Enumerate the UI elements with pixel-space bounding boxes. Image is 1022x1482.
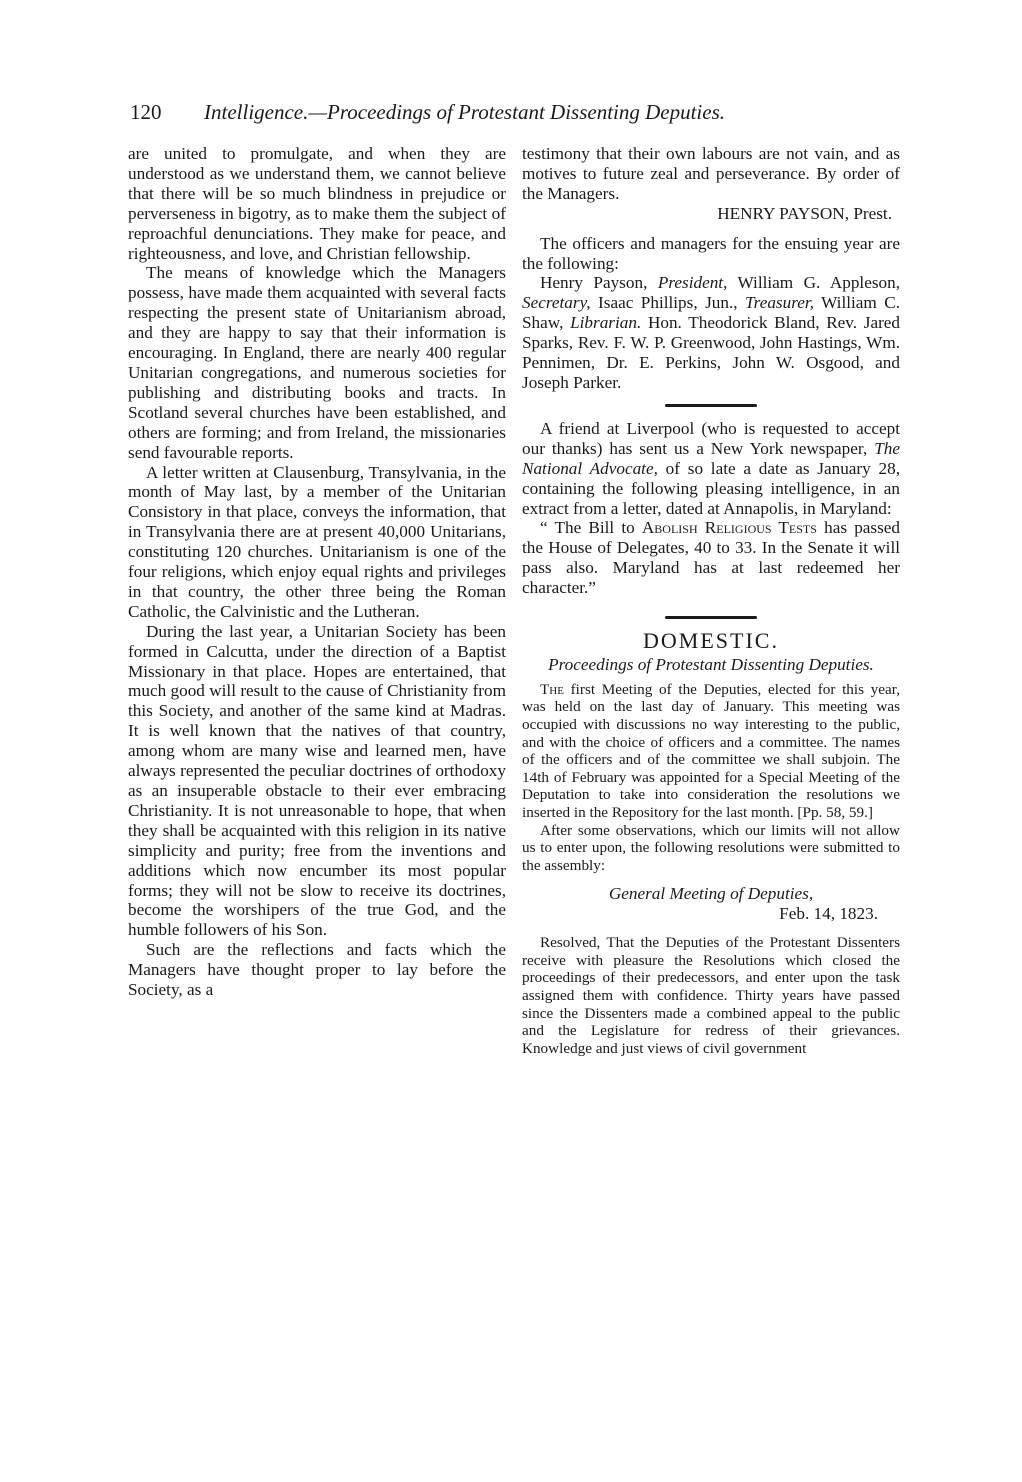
page-number: 120	[130, 100, 162, 124]
quote-text: “ The Bill to	[540, 518, 635, 538]
section-subheading: Proceedings of Protestant Dissenting Deputies.	[548, 654, 874, 674]
section-heading: DOMESTIC.	[643, 628, 779, 654]
signature: HENRY PAYSON, Prest.	[717, 203, 892, 223]
officer-role: Secretary,	[522, 293, 591, 313]
running-title: Intelligence.—Proceedings of Protestant Dissenting Deputies.	[204, 100, 726, 124]
bill-title: Abolish Religious Tests	[641, 518, 817, 538]
meeting-date: Feb. 14, 1823.	[779, 904, 878, 924]
officer-role: Librarian.	[570, 313, 642, 333]
deputies-text: first Meeting of the Deputies, elected for this year, was held on the last day of January. This meeting was occupied with discussions no way interesting to the public, and with the choice of officers and a committee. The names of the officers and of the committee we shall subjoin. The 14th of February was appointed for a Special Meeting of the Deputation to take into consideration the resolutions we inserted in the Repository for the last month. [Pp. 58, 59.]	[522, 680, 900, 821]
left-paragraph-3: A letter written at Clausenburg, Transylvania, in the month of May last, by a member of the Unitarian Consistory in that place, conveys the information, that in Transylvania there are at present 40,000 Unitarians, constituting 120 churches. Unitarianism is one of the four religions, which enjoy equal rights and privileges in that country, the other three being the Roman Catholic, the Calvinistic and the Lutheran.	[128, 462, 506, 621]
report-conclusion: testimony that their own labours are not vain, and as motives to future zeal and perseverance. By order of the Managers.	[522, 144, 900, 203]
after-paragraph: After some observations, which our limits will not allow us to enter upon, the following resolutions were submitted to the assembly:	[522, 821, 900, 874]
liverpool-paragraph	[522, 419, 900, 519]
left-paragraph-2: The means of knowledge which the Managers possess, have made them acquainted with several facts respecting the present state of Unitarianism abroad, and they are happy to say that their information is encouraging. In England, there are nearly 400 regular Unitarian congregations, and numerous societies for publishing and distributing books and tracts. In Scotland several churches have been established, and others are forming; and from Ireland, the missionaries send favourable reports.	[128, 263, 506, 462]
lead-word: The	[540, 680, 564, 698]
officers-intro: The officers and managers for the ensuing year are the following:	[522, 233, 900, 273]
liverpool-text: A friend at Liverpool (who is requested to accept our thanks) has sent us a New York newspaper,	[522, 418, 900, 458]
managers-list: Hon. Theodorick Bland, Rev. Jared Sparks, Rev. F. W. P. Greenwood, John Hastings, Wm. Pennimen, Dr. E. Perkins, John W. Osgood, and Joseph Parker.	[522, 313, 901, 392]
left-column	[128, 144, 506, 1000]
liverpool-text: of so late a date as January 28, containing the following pleasing intelligence, in an extract from a letter, dated at Annapolis, in Maryland:	[522, 458, 901, 518]
left-paragraph-4: During the last year, a Unitarian Society has been formed in Calcutta, under the direction of a Baptist Missionary in that place. Hopes are entertained, that much good will result to the cause of Christianity from this Society, and another of the same kind at Madras. It is well known that the natives of that country, among whom are many wise and learned men, have always represented the peculiar doctrines of orthodoxy as an insuperable obstacle to their ever embracing Christianity. It is not unreasonable to hope, that when they shall be acquainted with this religion in its native simplicity and purity; free from the inventions and additions which now encumber its most popular forms; they will not be slow to receive its doctrines, become the worshipers of the true God, and the humble followers of his Son.	[128, 621, 506, 940]
officer-role: Treasurer,	[745, 293, 814, 313]
officer-name: William G. Appleson,	[737, 273, 900, 293]
quote-text: has passed the House of Delegates, 40 to 33. In the Senate it will pass also. Maryland has at last redeemed her character.”	[522, 518, 901, 598]
section-divider	[665, 616, 757, 619]
officer-name: William C. Shaw,	[522, 293, 900, 333]
officer-role: President,	[657, 273, 728, 293]
officer-name: Isaac Phillips, Jun.,	[598, 293, 738, 313]
right-column	[522, 144, 900, 1057]
officer-name: Henry Payson,	[540, 273, 648, 293]
newspaper-title: The National Advocate,	[522, 438, 900, 478]
deputies-paragraph	[522, 681, 900, 822]
left-paragraph-5: Such are the reflections and facts which the Managers have thought proper to lay before the Society, as a	[128, 940, 506, 1000]
resolution-paragraph: Resolved, That the Deputies of the Protestant Dissenters receive with pleasure the Resolutions which closed the proceedings of their predecessors, and enter upon the task assigned them with confidence. Thirty years have passed since the Dissenters made a combined appeal to the public and the Legislature for redress of their grievances. Knowledge and just views of civil government	[522, 934, 900, 1057]
maryland-quote	[522, 518, 900, 598]
left-paragraph-1: are united to promulgate, and when they are understood as we understand them, we cannot believe that there will be so much blindness in prejudice or perverseness in bigotry, as to make them the subject of reproachful denunciations. They make for peace, and righteousness, and love, and Christian fellowship.	[128, 144, 506, 263]
officers-list	[522, 273, 900, 392]
running-header	[130, 100, 900, 130]
section-divider	[665, 404, 757, 407]
meeting-dateline: General Meeting of Deputies,	[608, 884, 814, 904]
